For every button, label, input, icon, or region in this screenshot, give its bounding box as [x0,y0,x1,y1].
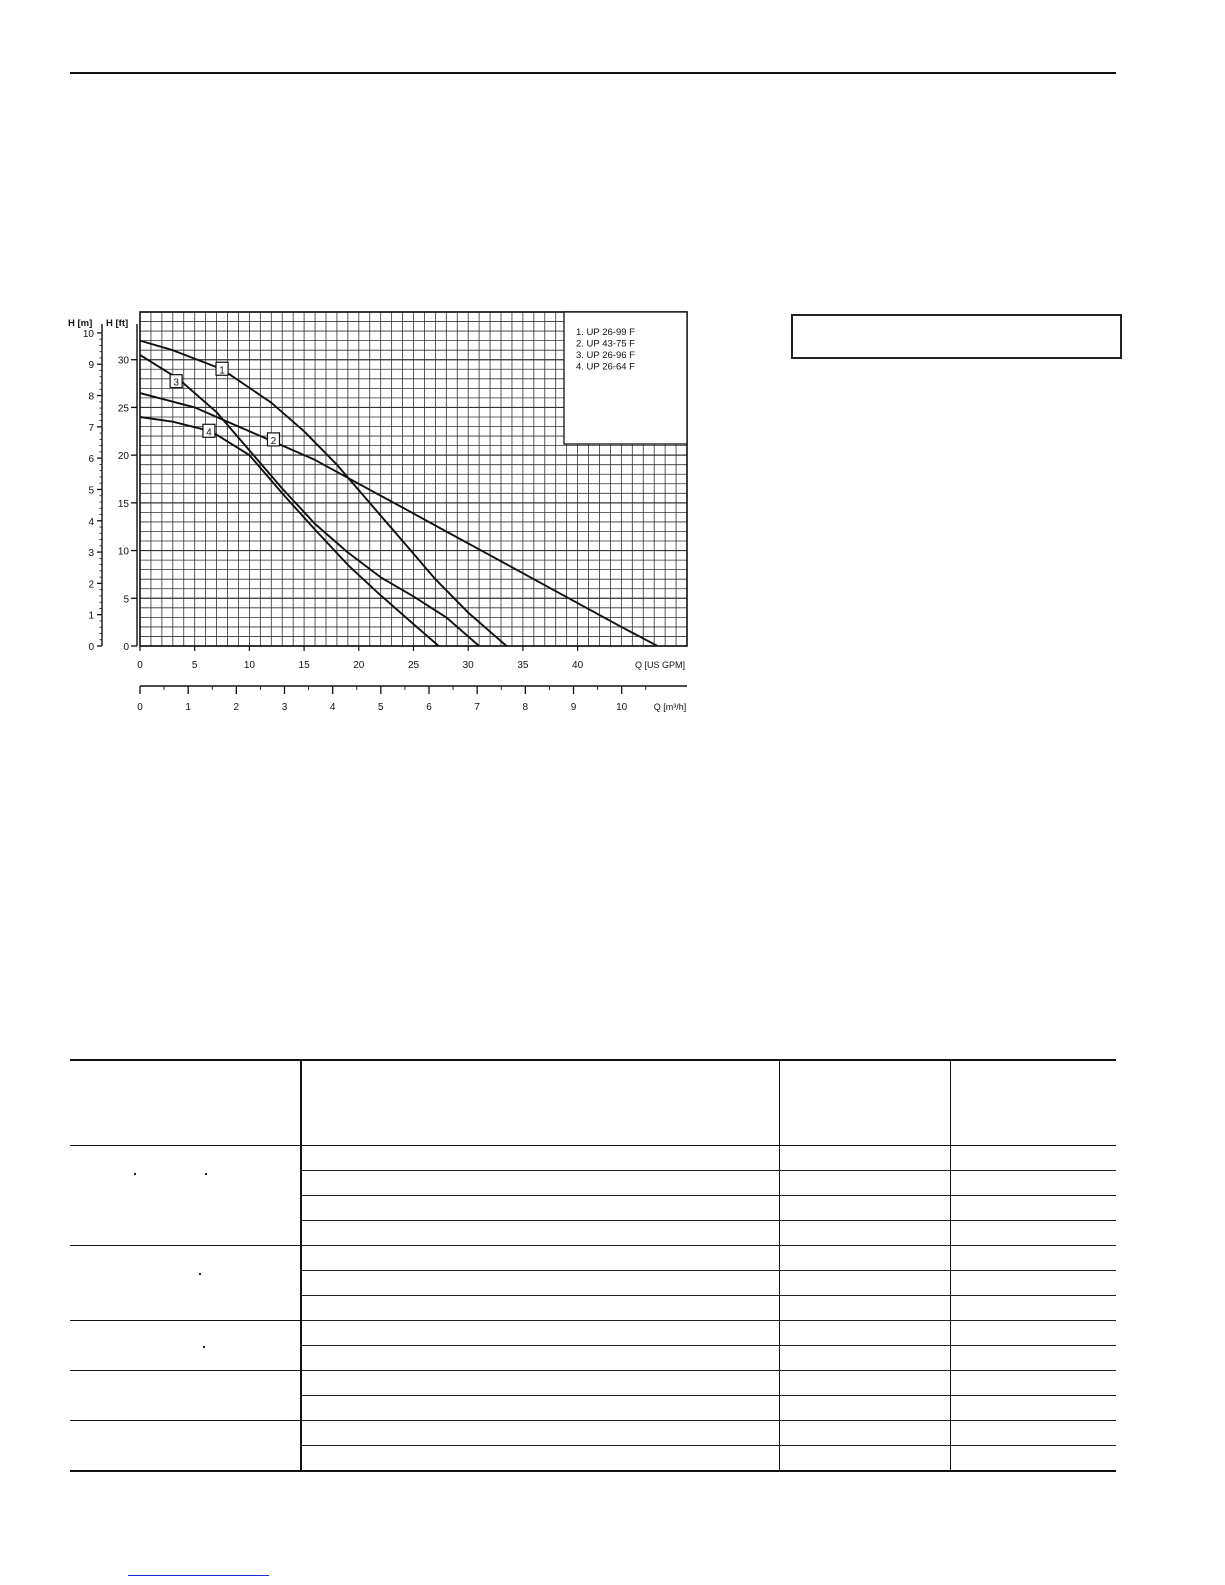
table-row [70,1371,1116,1396]
top-rule [70,72,1116,74]
tick-label-x-0: 0 [137,660,143,671]
pump-curve-chart [60,300,710,730]
series-line-3 [140,355,479,646]
tick-label-x2-4: 4 [329,702,336,713]
tick-label-m-6: 6 [88,454,94,466]
tick-label-m-0: 0 [88,642,94,653]
ink-dot [134,1173,136,1175]
tick-label-m-2: 2 [88,579,94,591]
tick-label-x-30: 30 [462,660,474,671]
tick-label-x2-7: 7 [474,702,480,713]
tick-label-x2-0: 0 [137,702,143,713]
tick-label-x2-5: 5 [378,702,384,713]
legend-entry-1: 1. UP 26-99 F [576,327,635,338]
legend-entry-2: 2. UP 43-75 F [576,338,635,350]
series-label-1: 1 [219,365,225,377]
table-row [70,1146,1116,1171]
ink-dot [203,1346,205,1348]
table-row [70,1321,1116,1346]
tick-label-m-7: 7 [88,422,94,434]
group-label-5 [70,1421,301,1472]
legend-entry-3: 3. UP 26-96 F [576,350,635,361]
series-label-3: 3 [173,377,179,389]
tick-label-ft-25: 25 [117,403,129,415]
tick-label-x-20: 20 [353,660,365,671]
ink-dot [205,1173,207,1175]
group-label-2 [70,1246,301,1321]
series-label-4: 4 [206,427,212,439]
tick-label-m-1: 1 [88,610,94,622]
x-axis-label-m3h: Q [m³/h] [653,702,687,712]
y-axis-label-m: H [m] [68,318,93,329]
legend-entry-4: 4. UP 26-64 F [576,361,635,373]
tick-label-ft-5: 5 [123,594,129,606]
tick-label-x2-6: 6 [426,702,432,713]
tick-label-m-8: 8 [88,391,94,403]
tick-label-x2-8: 8 [522,702,529,713]
tick-label-x-10: 10 [243,660,255,671]
ink-dot [199,1273,201,1275]
tick-label-ft-20: 20 [117,451,129,463]
tick-label-ft-10: 10 [117,546,129,558]
tick-label-x-35: 35 [517,660,529,671]
tick-label-m-3: 3 [88,548,94,560]
tick-label-m-9: 9 [88,360,94,372]
tick-label-m-10: 10 [82,328,94,340]
tick-label-ft-30: 30 [117,355,129,367]
series-label-2: 2 [270,435,277,447]
header-cell-2 [301,1060,779,1146]
table-header-row [70,1060,1116,1146]
tick-label-x2-1: 1 [185,702,191,713]
tick-label-m-4: 4 [88,516,94,528]
tick-label-x2-9: 9 [570,702,577,713]
x-axis-label-gpm: Q [US GPM] [634,660,686,670]
tick-label-x2-10: 10 [616,702,628,713]
header-cell-4 [950,1060,1116,1146]
tick-label-x-25: 25 [407,660,420,671]
group-label-3 [70,1321,301,1371]
y-axis-label-ft: H [ft] [106,318,129,329]
header-cell-1 [70,1060,301,1146]
tick-label-x-40: 40 [572,660,584,671]
tick-label-ft-15: 15 [117,498,129,510]
tick-label-ft-0: 0 [123,642,129,653]
link-underline [128,1575,269,1576]
table-row [70,1246,1116,1271]
header-cell-3 [779,1060,950,1146]
group-label-1 [70,1146,301,1246]
tick-label-x2-2: 2 [233,702,240,713]
tick-label-x-5: 5 [191,660,198,671]
tick-label-x-15: 15 [298,660,310,671]
tick-label-m-5: 5 [88,485,94,497]
info-box [791,314,1122,359]
group-label-4 [70,1371,301,1421]
tick-label-x2-3: 3 [281,702,288,713]
spec-table [70,1059,1116,1472]
table-row [70,1421,1116,1446]
